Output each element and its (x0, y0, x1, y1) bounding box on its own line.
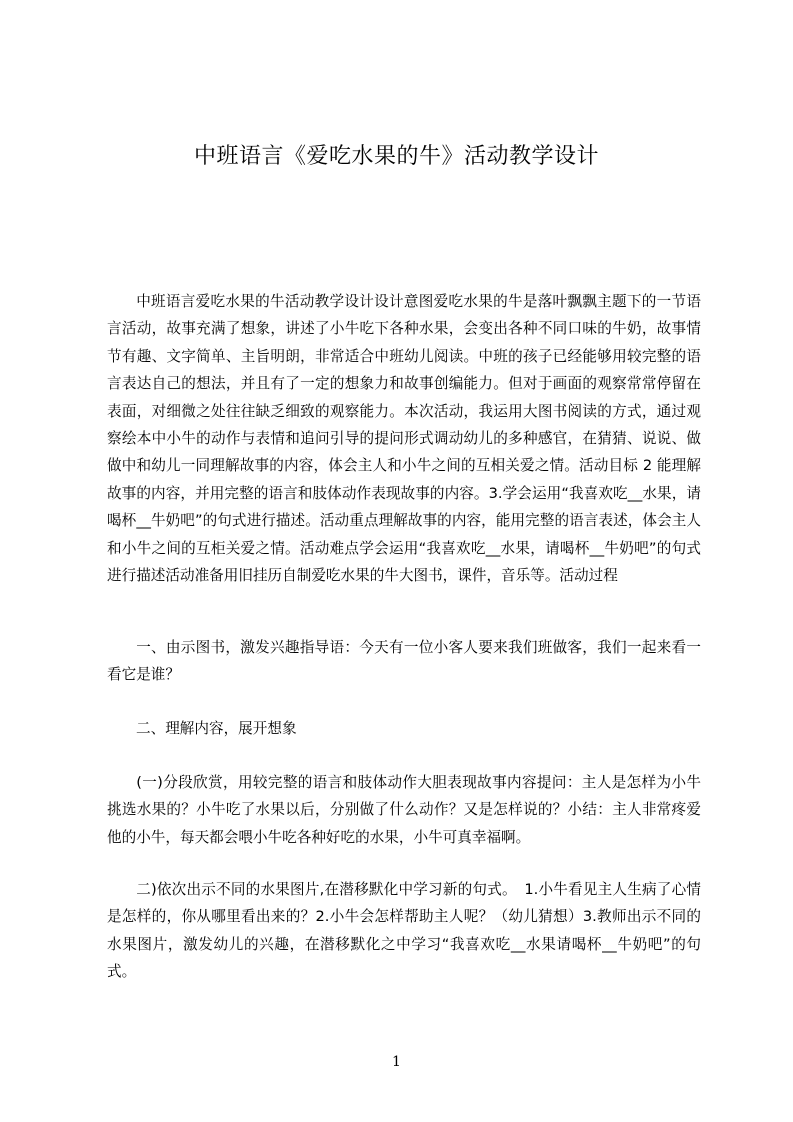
paragraph-subsection-two: 二)依次出示不同的水果图片,在潜移默化中学习新的句式。 1.小牛看见主人生病了心情是怎样的，你从哪里看出来的？2.小牛会怎样帮助主人呢？（幼儿猜想）3.教师出示不同的水果图片，激发幼儿的兴趣，在潜移默化之中学习“我喜欢吃__水果请喝杯__牛奶吧”的句式。 (107, 881, 701, 981)
paragraph-section-two-heading: 二、理解内容，展开想象 (136, 720, 297, 737)
paragraph-design-intent: 中班语言爱吃水果的牛活动教学设计设计意图爱吃水果的牛是落叶飘飘主题下的一节语言活动，故事充满了想象，讲述了小牛吃下各种水果，会变出各种不同口味的牛奶，故事情节有趣、文字简单、主旨明朗，非常适合中班幼儿阅读。中班的孩子已经能够用较完整的语言表达自己的想法，并且有了一定的想象力和故事创编能力。但对于画面的观察常常停留在表面，对细微之处往往缺乏细致的观察能力。本次活动，我运用大图书阅读的方式，通过观察绘本中小牛的动作与表情和追问引导的提问形式调动幼儿的多种感官，在猜猜、说说、做做中和幼儿一同理解故事的内容，体会主人和小牛之间的互相关爱之情。活动目标 2 能理解故事的内容，并用完整的语言和肢体动作表现故事的内容。3.学会运用“我喜欢吃__水果，请喝杯__牛奶吧”的句式进行描述。活动重点理解故事的内容，能用完整的语言表述，体会主人和小牛之间的互柜关爱之情。活动难点学会运用“我喜欢吃__水果，请喝杯__牛奶吧”的句式进行描述活动准备用旧挂历自制爱吃水果的牛大图书，课件，音乐等。活动过程 (107, 293, 701, 585)
paragraph-section-one: 一、由示图书，激发兴趣指导语：今天有一位小客人要来我们班做客，我们一起来看一看它是谁？ (107, 639, 701, 684)
document-title: 中班语言《爱吃水果的牛》活动教学设计 (193, 144, 599, 169)
paragraph-subsection-one: (一)分段欣赏，用较完整的语言和肢体动作大胆表现故事内容提问：主人是怎样为小牛挑选水果的？小牛吃了水果以后，分别做了什么动作？又是怎样说的？小结：主人非常疼爱他的小牛，每天都会喂小牛吃各种好吃的水果，小牛可真幸福啊。 (107, 774, 701, 846)
page-number: 1 (392, 1054, 401, 1070)
